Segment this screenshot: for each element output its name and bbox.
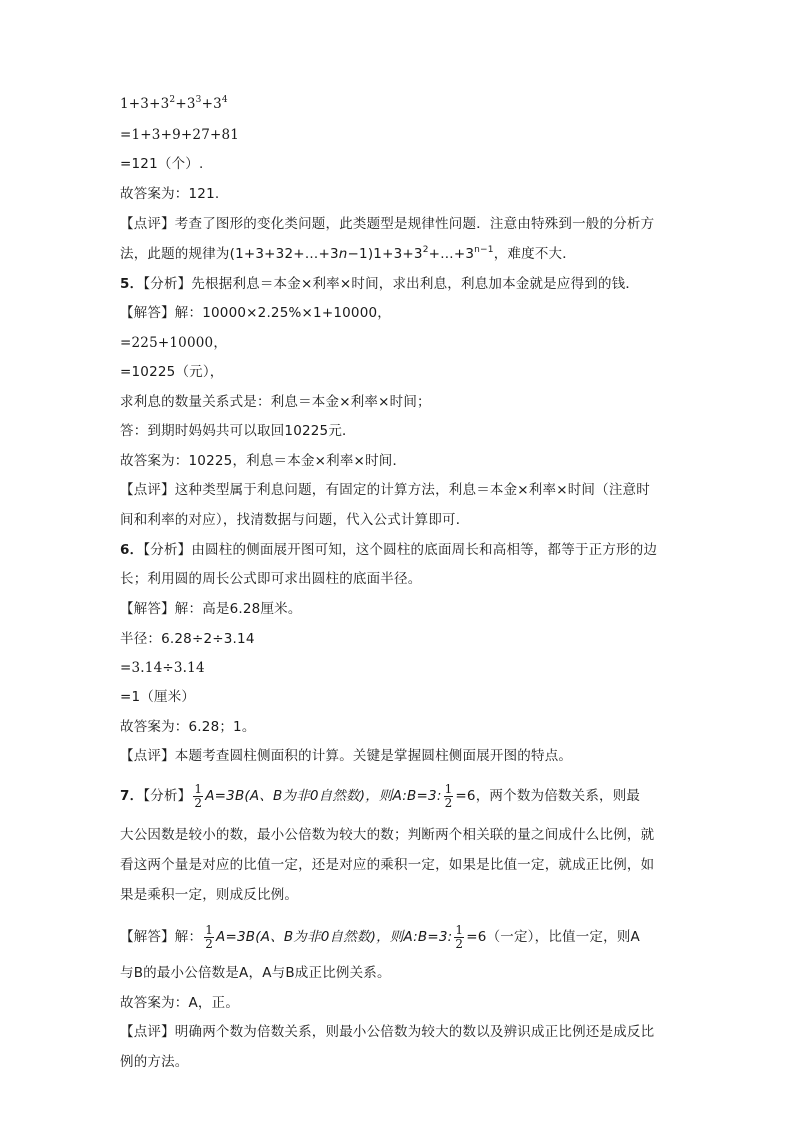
text-part: 【分析】 xyxy=(143,788,192,804)
numerator: 1 xyxy=(205,922,214,937)
fraction xyxy=(444,783,454,810)
text-line: 半径：6.28÷2÷3.14 xyxy=(120,631,255,647)
text-part: =6（一定），比值一定，则A xyxy=(466,929,640,945)
result-line: =121（个）. xyxy=(120,156,204,172)
comment-line: 【点评】明确两个数为倍数关系，则最小公倍数为较大的数以及辨识成正比例还是成反比 xyxy=(120,1024,655,1040)
comment-line: 【点评】这种类型属于利息问题，有固定的计算方法，利息＝本金×利率×时间（注意时 xyxy=(120,482,650,498)
text-part: 法，此题的规律为(1+3+32+…+3 xyxy=(120,246,339,262)
denominator: 2 xyxy=(194,795,203,810)
analysis-line: 果是乘积一定，则成反比例。 xyxy=(120,887,299,903)
fraction xyxy=(204,924,214,951)
analysis-line xyxy=(120,778,640,814)
answer-line: 故答案为：10225，利息＝本金×利率×时间． xyxy=(120,453,407,469)
exponent: 3 xyxy=(195,95,202,105)
expr-part: 1+3+3 xyxy=(120,96,170,112)
answer-line: 故答案为：A，正。 xyxy=(120,995,240,1011)
answer-line: 答：到期时妈妈共可以取回10225元． xyxy=(120,423,356,439)
text-part: ，难度不大． xyxy=(493,246,576,262)
expression-line: =3.14÷3.14 xyxy=(120,660,205,676)
numerator: 1 xyxy=(455,922,464,937)
fraction xyxy=(193,783,203,810)
analysis-line xyxy=(120,540,657,560)
text-part: A=3B(A、B为非0自然数)，则A:B=3: xyxy=(216,929,453,945)
question-number: 7． xyxy=(120,788,144,804)
numerator: 1 xyxy=(444,781,453,796)
text-part: 【分析】由圆柱的侧面展开图可知，这个圆柱的底面周长和高相等，都等于正方形的边 xyxy=(143,542,658,558)
text-part: 【解答】解： xyxy=(120,929,203,945)
solution-line: 与B的最小公倍数是A，A与B成正比例关系。 xyxy=(120,965,391,981)
solution-line: 【解答】解：10000×2.25%×1+10000， xyxy=(120,305,392,321)
result-line: =1（厘米） xyxy=(120,689,196,705)
exponent: 2 xyxy=(422,245,429,255)
analysis-line xyxy=(120,274,639,294)
denominator: 2 xyxy=(444,795,453,810)
comment-line: 【点评】本题考查圆柱侧面积的计算。关键是掌握圆柱侧面展开图的特点。 xyxy=(120,748,573,764)
text-part: 【分析】先根据利息＝本金×利率×时间，求出利息，利息加本金就是应得到的钱． xyxy=(143,276,640,292)
analysis-line: 大公因数是较小的数，最小公倍数为较大的数；判断两个相关联的量之间成什么比例，就 xyxy=(120,827,655,843)
text-line: 求利息的数量关系式是：利息＝本金×利率×时间； xyxy=(120,394,431,410)
text-part: =6，两个数为倍数关系，则最 xyxy=(455,788,641,804)
exponent: 2 xyxy=(169,95,176,105)
text-part: −1)1+3+3 xyxy=(347,246,423,262)
expression-line: =1+3+9+27+81 xyxy=(120,127,240,143)
analysis-line: 长；利用圆的周长公式即可求出圆柱的底面半径。 xyxy=(120,571,422,587)
solution-line: 【解答】解：高是6.28厘米。 xyxy=(120,601,302,617)
text-part: +…+3 xyxy=(428,246,475,262)
exponent: 4 xyxy=(221,95,228,105)
denominator: 2 xyxy=(205,936,214,951)
expr-part: +3 xyxy=(201,96,222,112)
expression-line: =225+10000， xyxy=(120,335,228,351)
numerator: 1 xyxy=(194,781,203,796)
expression-line xyxy=(120,94,228,114)
exponent: n−1 xyxy=(474,245,494,255)
expr-part: +3 xyxy=(175,96,196,112)
comment-line: 间和利率的对应），找清数据与问题，代入公式计算即可． xyxy=(120,512,470,528)
comment-line: 例的方法。 xyxy=(120,1054,189,1070)
denominator: 2 xyxy=(455,936,464,951)
comment-line: 【点评】考查了图形的变化类问题，此类题型是规律性问题．注意由特殊到一般的分析方 xyxy=(120,216,655,232)
answer-line: 故答案为：6.28；1。 xyxy=(120,719,256,735)
variable: n xyxy=(338,246,348,262)
fraction xyxy=(454,924,464,951)
question-number: 6． xyxy=(120,542,144,558)
answer-line: 故答案为：121. xyxy=(120,186,220,202)
text-part: A=3B(A、B为非0自然数)，则A:B=3: xyxy=(205,788,442,804)
question-number: 5． xyxy=(120,276,144,292)
result-line: =10225（元）， xyxy=(120,364,224,380)
solution-line xyxy=(120,919,640,955)
comment-line xyxy=(120,244,576,264)
analysis-line: 看这两个量是对应的比值一定，还是对应的乘积一定，如果是比值一定，就成正比例，如 xyxy=(120,857,655,873)
